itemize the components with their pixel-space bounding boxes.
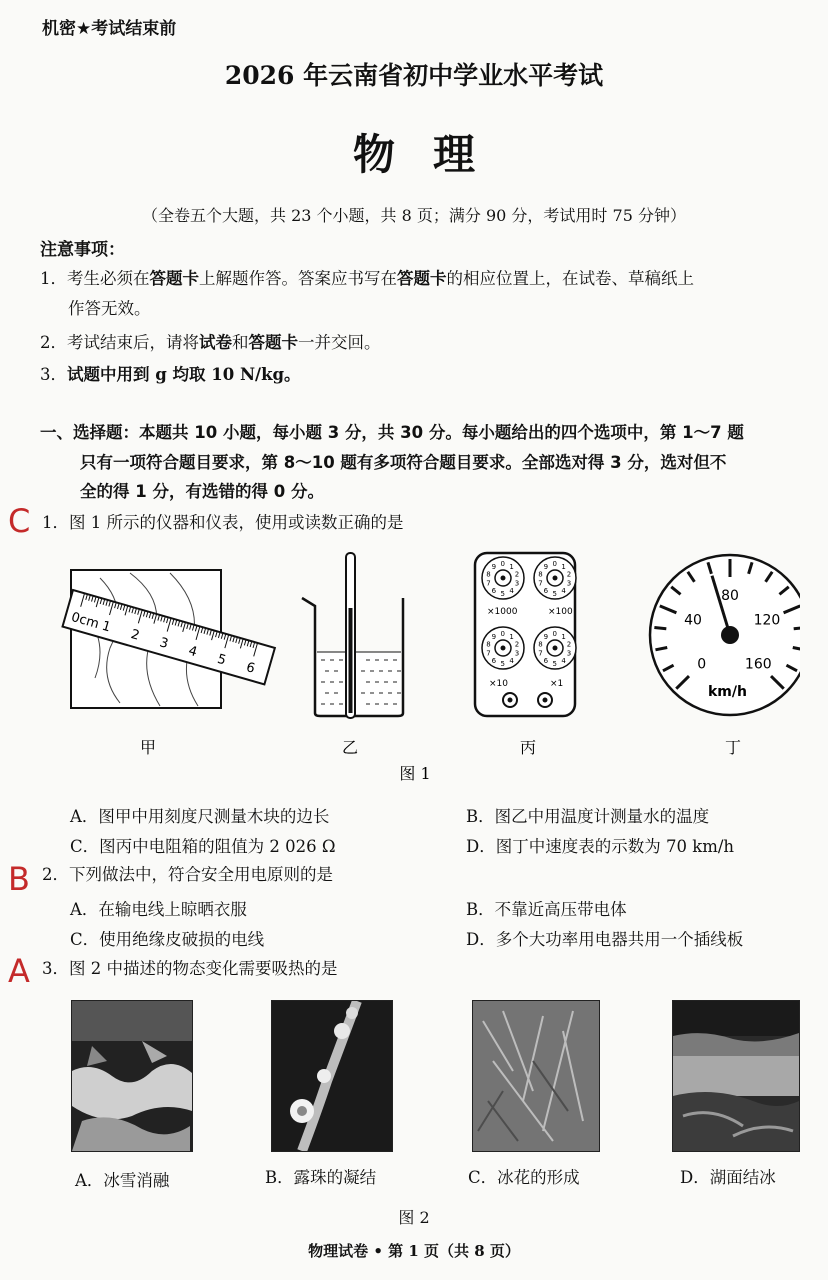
q1-option-a: A．图甲中用刻度尺测量木块的边长 — [70, 807, 330, 826]
svg-text:2: 2 — [514, 570, 520, 579]
thermometer-beaker-diagram — [302, 553, 403, 718]
svg-text:3: 3 — [566, 649, 572, 658]
ruler-tick-label: 5 — [215, 651, 228, 669]
svg-text:0: 0 — [552, 630, 557, 638]
ruler-tick-label: 4 — [186, 643, 199, 661]
speedometer-tick-label: 40 — [684, 612, 702, 629]
notice-title: 注意事项： — [40, 240, 125, 260]
q3-option-b: B．露珠的凝结 — [265, 1168, 377, 1187]
svg-text:4: 4 — [509, 657, 514, 666]
svg-text:7: 7 — [538, 649, 543, 658]
svg-text:5: 5 — [552, 590, 557, 598]
notice-item-2: 2．考试结束后，请将试卷和答题卡一并交回。 — [40, 333, 381, 352]
svg-text:7: 7 — [538, 579, 543, 588]
svg-text:3: 3 — [514, 649, 520, 658]
svg-text:1: 1 — [509, 562, 514, 571]
svg-text:7: 7 — [486, 649, 491, 658]
svg-text:2: 2 — [566, 640, 572, 649]
figure-1-caption: 图 1 — [399, 764, 431, 783]
svg-text:1: 1 — [509, 632, 514, 641]
q2-option-a: A．在输电线上晾晒衣服 — [70, 900, 247, 919]
svg-text:8: 8 — [486, 640, 491, 649]
section1-line-2: 只有一项符合题目要求，第 8～10 题有多项符合题目要求。全部选对得 3 分，选对但不 — [80, 453, 727, 472]
multiplier-label: ×10 — [489, 679, 508, 689]
svg-text:8: 8 — [486, 570, 491, 579]
svg-text:2: 2 — [514, 640, 520, 649]
resistance-box-diagram — [475, 553, 576, 716]
svg-text:1: 1 — [561, 632, 566, 641]
figure-sublabel-bing: 丙 — [520, 738, 537, 757]
svg-text:9: 9 — [491, 632, 497, 641]
q3-option-c: C．冰花的形成 — [468, 1168, 580, 1187]
svg-text:9: 9 — [491, 562, 497, 571]
q3-option-a: A．冰雪消融 — [75, 1171, 170, 1190]
svg-text:4: 4 — [561, 657, 566, 666]
q3-option-d: D．湖面结冰 — [680, 1168, 776, 1187]
q1-option-c: C．图丙中电阻箱的阻值为 2 026 Ω — [70, 837, 336, 856]
ruler-tick-label: 6 — [244, 660, 257, 677]
figure-2-caption: 图 2 — [398, 1208, 430, 1227]
question-2-stem: 2．下列做法中，符合安全用电原则的是 — [42, 865, 333, 884]
svg-text:7: 7 — [486, 579, 491, 588]
multiplier-label: ×100 — [548, 607, 573, 617]
ruler-tick-label: 0cm — [69, 609, 101, 633]
svg-text:5: 5 — [500, 660, 505, 668]
svg-text:3: 3 — [566, 579, 572, 588]
ruler-tick-label: 3 — [157, 635, 170, 652]
question-1-stem: 1．图 1 所示的仪器和仪表，使用或读数正确的是 — [42, 513, 404, 532]
water — [317, 652, 401, 714]
svg-text:3: 3 — [514, 579, 520, 588]
svg-text:6: 6 — [543, 587, 549, 596]
section1-line-3: 全的得 1 分，有选错的得 0 分。 — [80, 482, 324, 501]
svg-text:0: 0 — [552, 560, 557, 568]
figure-sublabel-yi: 乙 — [342, 738, 359, 757]
svg-text:5: 5 — [552, 660, 557, 668]
speedometer-tick-label: 160 — [744, 656, 772, 673]
handwritten-answer-mark: B — [8, 860, 30, 898]
figure-sublabel-jia: 甲 — [140, 738, 157, 757]
svg-text:4: 4 — [561, 587, 566, 596]
svg-text:9: 9 — [543, 632, 549, 641]
question-3-stem: 3．图 2 中描述的物态变化需要吸热的是 — [42, 959, 338, 978]
photo-dew-drops — [271, 1000, 393, 1152]
speedometer-tick — [794, 628, 800, 629]
photo-frozen-lake — [672, 1000, 800, 1152]
svg-text:1: 1 — [561, 562, 566, 571]
confidential-label: 机密★考试结束前 — [42, 19, 177, 39]
q1-option-d: D．图丁中速度表的示数为 70 km/h — [466, 837, 735, 856]
svg-text:2: 2 — [566, 570, 572, 579]
section1-line-1: 一、选择题：本题共 10 小题，每小题 3 分，共 30 分。每小题给出的四个选项中，第 1～7 题 — [40, 423, 744, 442]
svg-text:0: 0 — [500, 560, 505, 568]
svg-text:6: 6 — [543, 657, 549, 666]
svg-text:5: 5 — [500, 590, 505, 598]
needle-hub — [721, 626, 739, 644]
photo-frost-flowers — [472, 1000, 600, 1152]
handwritten-answer-mark: C — [8, 502, 31, 540]
exam-title: 2026 年云南省初中学业水平考试 — [224, 61, 604, 90]
speedometer-unit: km/h — [708, 684, 747, 700]
notice-item-3: 3．试题中用到 g 均取 10 N/kg。 — [40, 365, 301, 384]
svg-text:6: 6 — [491, 657, 497, 666]
photo-melting-snow — [71, 1000, 193, 1152]
speedometer-tick-label: 0 — [697, 656, 707, 673]
exam-info: （全卷五个大题，共 23 个小题，共 8 页；满分 90 分，考试用时 75 分钟） — [142, 206, 686, 225]
svg-text:0: 0 — [500, 630, 505, 638]
ruler-tick-label: 2 — [128, 627, 142, 644]
speedometer-tick — [654, 628, 666, 629]
svg-text:9: 9 — [543, 562, 549, 571]
svg-text:6: 6 — [491, 587, 497, 596]
notice-item-1-cont: 作答无效。 — [68, 299, 151, 318]
subject-title: 物理 — [352, 130, 513, 179]
multiplier-label: ×1 — [550, 679, 564, 689]
svg-text:8: 8 — [538, 570, 543, 579]
ruler-measurement-diagram — [63, 570, 275, 708]
page-footer: 物理试卷 • 第 1 页（共 8 页） — [308, 1242, 520, 1260]
notice-item-1: 1．考生必须在答题卡上解题作答。答案应书写在答题卡的相应位置上，在试卷、草稿纸上 — [40, 269, 694, 288]
q2-option-c: C．使用绝缘皮破损的电线 — [70, 930, 265, 949]
speedometer-tick-label: 120 — [753, 612, 781, 629]
handwritten-answer-mark: A — [8, 952, 30, 990]
q1-option-b: B．图乙中用温度计测量水的温度 — [466, 807, 710, 826]
speedometer-diagram — [650, 555, 800, 715]
svg-text:8: 8 — [538, 640, 543, 649]
multiplier-label: ×1000 — [487, 607, 518, 617]
svg-text:4: 4 — [509, 587, 514, 596]
figure-sublabel-ding: 丁 — [725, 738, 742, 757]
figure-1 — [40, 548, 800, 788]
q2-option-d: D．多个大功率用电器共用一个插线板 — [466, 930, 744, 949]
speedometer-tick-label: 80 — [721, 588, 739, 604]
q2-option-b: B．不靠近高压带电体 — [466, 900, 627, 919]
ruler-tick-label: 1 — [100, 618, 113, 636]
